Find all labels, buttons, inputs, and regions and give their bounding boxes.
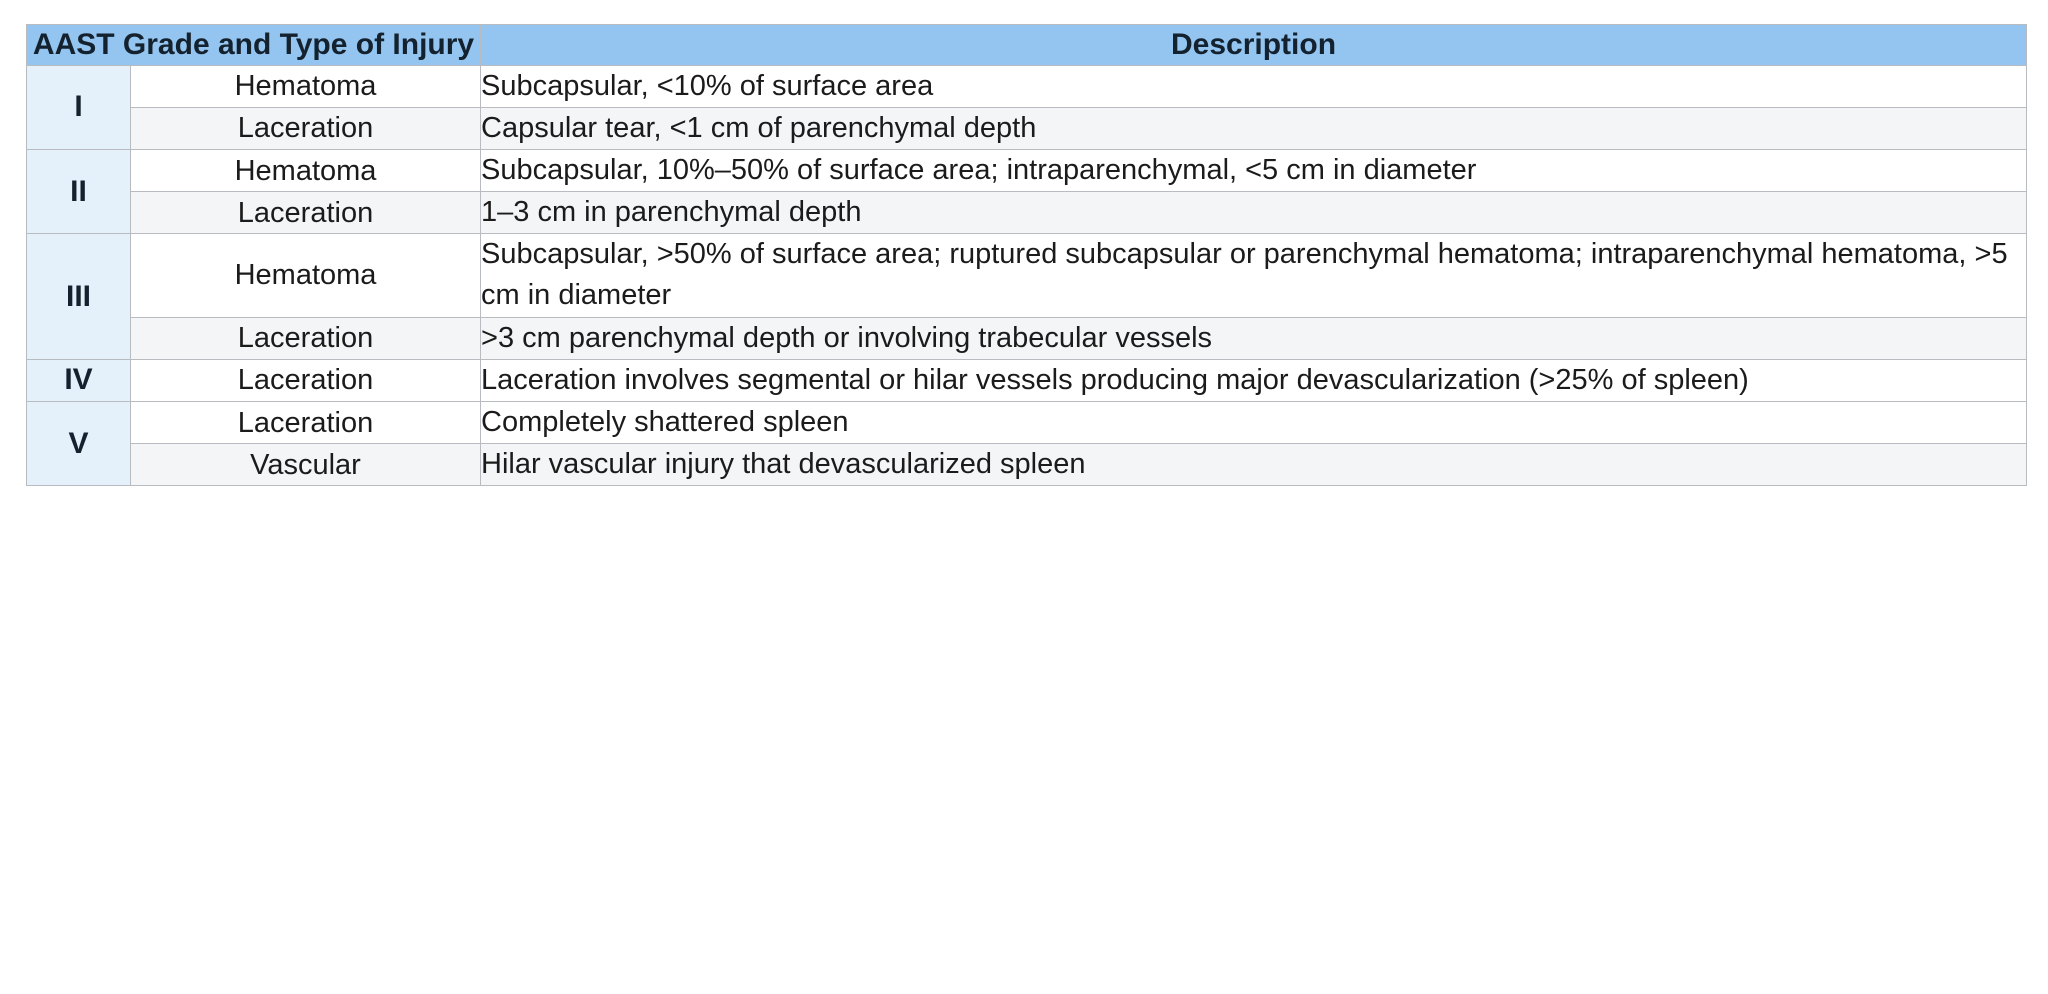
table-row <box>27 359 2027 401</box>
injury-type-cell: Laceration <box>131 359 481 401</box>
injury-type-cell: Laceration <box>131 401 481 443</box>
injury-type-cell: Laceration <box>131 192 481 234</box>
injury-type-cell: Vascular <box>131 444 481 486</box>
description-cell: 1–3 cm in parenchymal depth <box>481 192 2027 234</box>
description-cell: Capsular tear, <1 cm of parenchymal depth <box>481 107 2027 149</box>
injury-type-cell: Hematoma <box>131 234 481 317</box>
table-body <box>27 65 2027 486</box>
description-cell: Subcapsular, 10%–50% of surface area; intraparenchymal, <5 cm in diameter <box>481 149 2027 191</box>
description-cell: Subcapsular, <10% of surface area <box>481 65 2027 107</box>
table-row <box>27 234 2027 317</box>
injury-type-cell: Laceration <box>131 107 481 149</box>
grade-cell: IV <box>27 359 131 401</box>
table-row <box>27 444 2027 486</box>
table-row <box>27 192 2027 234</box>
grade-cell: II <box>27 149 131 233</box>
column-header-grade-and-type: AAST Grade and Type of Injury <box>27 25 481 66</box>
description-cell: Subcapsular, >50% of surface area; ruptured subcapsular or parenchymal hematoma; intraparenchymal hematoma, >5 cm in diameter <box>481 234 2027 317</box>
table-row <box>27 149 2027 191</box>
table-row <box>27 65 2027 107</box>
column-header-description: Description <box>481 25 2027 66</box>
aast-spleen-injury-grading-table <box>26 24 2027 486</box>
description-cell: >3 cm parenchymal depth or involving trabecular vessels <box>481 317 2027 359</box>
description-cell: Completely shattered spleen <box>481 401 2027 443</box>
table-header <box>27 25 2027 66</box>
injury-type-cell: Hematoma <box>131 65 481 107</box>
description-cell: Hilar vascular injury that devascularized spleen <box>481 444 2027 486</box>
header-row <box>27 25 2027 66</box>
description-cell: Laceration involves segmental or hilar vessels producing major devascularization (>25% of spleen) <box>481 359 2027 401</box>
table-row <box>27 107 2027 149</box>
injury-type-cell: Laceration <box>131 317 481 359</box>
grade-cell: I <box>27 65 131 149</box>
grade-cell: V <box>27 401 131 485</box>
table-row <box>27 401 2027 443</box>
injury-type-cell: Hematoma <box>131 149 481 191</box>
table-row <box>27 317 2027 359</box>
grade-cell: III <box>27 234 131 360</box>
